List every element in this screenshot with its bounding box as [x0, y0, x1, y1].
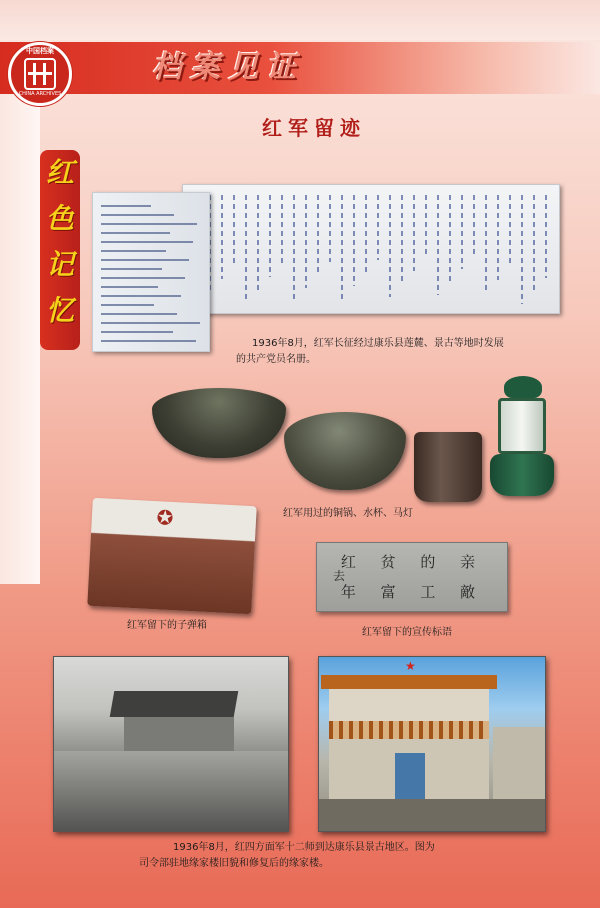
handwriting-stroke: [233, 195, 235, 266]
new-balcony: [329, 721, 489, 739]
handwriting-stroke: [425, 195, 427, 258]
handwriting-stroke: [317, 195, 319, 275]
roster-caption-line2: 的共产党员名册。: [236, 354, 316, 365]
roster-line: [101, 259, 189, 261]
roster-line: [101, 331, 173, 333]
handwriting-stroke: [305, 195, 307, 288]
handwriting-stroke: [377, 195, 379, 260]
handwriting-stroke: [353, 195, 355, 286]
page-title: 档案见证: [152, 50, 304, 85]
building-caption-line1: 1936年8月，红四方面军十二师到达康乐县景古地区。图为: [173, 842, 435, 853]
handwriting-stroke: [329, 195, 331, 262]
roster-line: [101, 241, 193, 243]
handwriting-stroke: [281, 195, 283, 264]
lantern-glass: [498, 398, 546, 454]
handwriting-stroke: [257, 195, 259, 290]
section-title: 红军留迹: [262, 116, 366, 140]
logo-text: 中国档案: [26, 47, 54, 55]
roster-line: [101, 304, 154, 306]
new-side-building: [493, 727, 546, 799]
china-archives-logo: [8, 42, 72, 106]
lantern-photo: [490, 454, 554, 496]
roster-line: [101, 286, 158, 288]
vertical-title: [40, 150, 80, 350]
copper-basin-photo: [284, 412, 406, 490]
handwriting-stroke: [449, 195, 451, 282]
handwriting-stroke: [485, 195, 487, 293]
lantern-top: [504, 376, 542, 398]
handwriting-stroke: [269, 195, 271, 277]
top-band: [0, 0, 600, 40]
handwriting-stroke: [461, 195, 463, 269]
roster-line: [101, 205, 151, 207]
roster-line: [101, 232, 170, 234]
handwriting-stroke: [293, 195, 295, 301]
roster-line: [101, 340, 196, 342]
restored-building-photo: [318, 656, 546, 832]
roster-book-photo: [92, 192, 210, 352]
new-door: [395, 753, 425, 799]
handwriting-stroke: [365, 195, 367, 273]
old-wall: [124, 717, 234, 751]
roster-line: [101, 277, 185, 279]
roster-line: [101, 268, 162, 270]
slogan-row2: 年 富 工 敵: [340, 583, 486, 601]
new-ground: [319, 799, 546, 832]
vertical-char: 记: [45, 248, 74, 281]
roster-line: [101, 223, 197, 225]
handwriting-stroke: [509, 195, 511, 267]
handwriting-stroke: [533, 195, 535, 291]
old-ground: [54, 751, 289, 832]
roster-line: [101, 214, 174, 216]
ammo-box-caption: 红军留下的子弹箱: [127, 620, 207, 631]
slogan-photo: [316, 542, 508, 612]
handwriting-stroke: [413, 195, 415, 271]
old-building-photo: [53, 656, 289, 832]
slogan-row1: 红 贫 的 亲: [340, 553, 486, 571]
vertical-char: 红: [45, 156, 74, 189]
handwriting-stroke: [437, 195, 439, 295]
copper-pot-photo: [152, 388, 286, 458]
handwriting-stroke: [497, 195, 499, 280]
slogan-side-char: 去: [333, 569, 346, 583]
roster-line: [101, 250, 166, 252]
new-roof: [321, 675, 497, 689]
handwriting-stroke: [545, 195, 547, 278]
handwriting-stroke: [341, 195, 343, 299]
ammo-box-photo: [87, 498, 256, 614]
logo-bar: [28, 72, 52, 75]
building-caption: [139, 840, 579, 872]
roster-line: [101, 313, 177, 315]
red-star-icon: ★: [405, 659, 416, 673]
handwriting-stroke: [401, 195, 403, 284]
artifacts-caption: 红军用过的铜锅、水杯、马灯: [283, 508, 413, 519]
vertical-char: 忆: [45, 294, 74, 327]
left-strip: [0, 94, 40, 584]
water-cup-photo: [414, 432, 482, 502]
building-caption-line2: 司令部驻地缘家楼旧貌和修复后的缘家楼。: [139, 858, 329, 869]
handwriting-stroke: [389, 195, 391, 297]
star-emblem-icon: ✪: [155, 505, 174, 531]
roster-caption-line1: 1936年8月，红军长征经过康乐县莲麓、景古等地时发展: [252, 338, 504, 349]
logo-text-en: CHINA ARCHIVES: [18, 91, 62, 97]
old-roof: [110, 691, 239, 717]
roster-caption: [236, 336, 572, 368]
roster-line: [101, 295, 181, 297]
handwriting-stroke: [245, 195, 247, 303]
handwriting-stroke: [473, 195, 475, 256]
handwriting-stroke: [221, 195, 223, 279]
roster-scroll-photo: [182, 184, 560, 314]
handwriting-stroke: [521, 195, 523, 304]
vertical-char: 色: [45, 202, 74, 235]
roster-line: [101, 322, 200, 324]
slogan-caption: 红军留下的宣传标语: [362, 627, 452, 638]
